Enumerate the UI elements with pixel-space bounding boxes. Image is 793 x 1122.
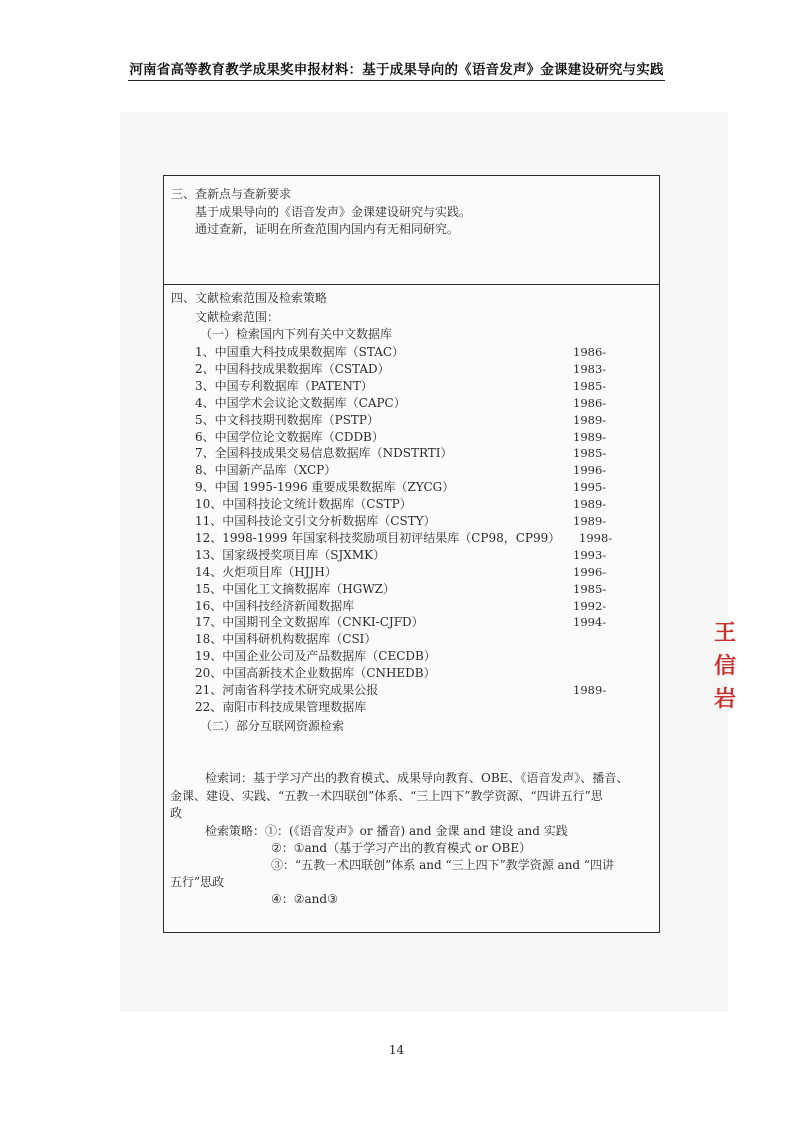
database-item-year: 1985- [573, 446, 607, 460]
database-item-year: 1986- [573, 345, 607, 359]
subheading-internet: （二）部分互联网资源检索 [200, 719, 345, 733]
section4-heading: 四、文献检索范围及检索策略 [171, 291, 328, 305]
database-item-year: 1993- [573, 548, 607, 562]
database-item-name: 6、中国学位论文数据库（CDDB） [195, 430, 384, 444]
scope-label: 文献检索范围： [195, 310, 280, 324]
section3-line-2: 通过查新，证明在所查范围内国内有无相同研究。 [195, 222, 460, 236]
database-item-year: 1996- [573, 463, 607, 477]
strategy-line-3: ③：“五教一术四联创”体系 and “三上四下”教学资源 and “四讲 [271, 858, 615, 872]
database-item-year: 1994- [573, 615, 607, 629]
red-seal-char-3: 岩 [714, 686, 737, 712]
database-item-year: 1989- [573, 413, 607, 427]
section-divider [163, 284, 660, 285]
database-item-name: 16、中国科技经济新闻数据库 [195, 599, 355, 613]
database-item-name: 2、中国科技成果数据库（CSTAD） [195, 362, 390, 376]
database-item-name: 15、中国化工文摘数据库（HGWZ） [195, 582, 395, 596]
header-rule [128, 80, 665, 81]
database-item-year: 1989- [573, 683, 607, 697]
database-item-name: 4、中国学术会议论文数据库（CAPC） [195, 396, 406, 410]
page-header-title: 河南省高等教育教学成果奖申报材料：基于成果导向的《语音发声》金课建设研究与实践 [129, 62, 664, 78]
database-item-name: 11、中国科技论文引文分析数据库（CSTY） [195, 514, 436, 528]
red-seal-char-1: 王 [714, 620, 737, 646]
strategy-line-5: ④：②and③ [271, 892, 338, 906]
database-item-name: 3、中国专利数据库（PATENT） [195, 379, 373, 393]
database-item-name: 18、中国科研机构数据库（CSI） [195, 632, 377, 646]
keywords-line-1: 检索词：基于学习产出的教育模式、成果导向教育、OBE、《语音发声》、播音、 [205, 771, 629, 785]
database-item-year: 1986- [573, 396, 607, 410]
database-item-year: 1985- [573, 379, 607, 393]
database-item-year: 1992- [573, 599, 607, 613]
keywords-line-3: 政 [170, 806, 183, 820]
red-seal-char-2: 信 [714, 653, 737, 679]
section3-heading-text: 三、查新点与查新要求 [171, 187, 292, 201]
database-item-year: 1985- [573, 582, 607, 596]
database-item-name: 14、火炬项目库（HJJH） [195, 565, 337, 579]
database-item-name: 19、中国企业公司及产品数据库（CECDB） [195, 649, 436, 663]
database-item-name: 21、河南省科学技术研究成果公报 [195, 683, 379, 697]
subheading-databases: （一）检索国内下列有关中文数据库 [200, 327, 393, 341]
database-item-year: 1998- [579, 531, 613, 545]
database-item-name: 17、中国期刊全文数据库（CNKI-CJFD） [195, 615, 424, 629]
database-item-year: 1989- [573, 497, 607, 511]
database-item-name: 1、中国重大科技成果数据库（STAC） [195, 345, 405, 359]
strategy-line-2: ②：①and（基于学习产出的教育模式 or OBE） [271, 841, 532, 855]
database-item-name: 12、1998-1999 年国家科技奖励项目初评结果库（CP98，CP99） [195, 531, 561, 545]
database-item-name: 9、中国 1995-1996 重要成果数据库（ZYCG） [195, 480, 455, 494]
database-item-year: 1989- [573, 514, 607, 528]
database-item-name: 22、南阳市科技成果管理数据库 [195, 700, 367, 714]
page-number: 14 [388, 1043, 405, 1057]
keywords-line-2: 金课、建设、实践、“五教一术四联创”体系、“三上四下”教学资源、“四讲五行”思 [170, 789, 603, 803]
database-item-name: 13、国家级授奖项目库（SJXMK） [195, 548, 386, 562]
database-item-name: 5、中文科技期刊数据库（PSTP） [195, 413, 380, 427]
strategy-line-4: 五行”思政 [170, 875, 225, 889]
database-item-name: 7、全国科技成果交易信息数据库（NDSTRTI） [195, 446, 453, 460]
section3-line-1: 基于成果导向的《语音发声》金课建设研究与实践。 [195, 205, 472, 219]
database-item-name: 10、中国科技论文统计数据库（CSTP） [195, 497, 412, 511]
database-item-year: 1989- [573, 430, 607, 444]
database-item-year: 1983- [573, 362, 607, 376]
database-item-year: 1996- [573, 565, 607, 579]
database-item-name: 20、中国高新技术企业数据库（CNHEDB） [195, 666, 436, 680]
database-item-year: 1995- [573, 480, 607, 494]
strategy-line-1: 检索策略：①：(《语音发声》or 播音) and 金课 and 建设 and 实践 [205, 824, 568, 838]
database-item-name: 8、中国新产品库（XCP） [195, 463, 337, 477]
